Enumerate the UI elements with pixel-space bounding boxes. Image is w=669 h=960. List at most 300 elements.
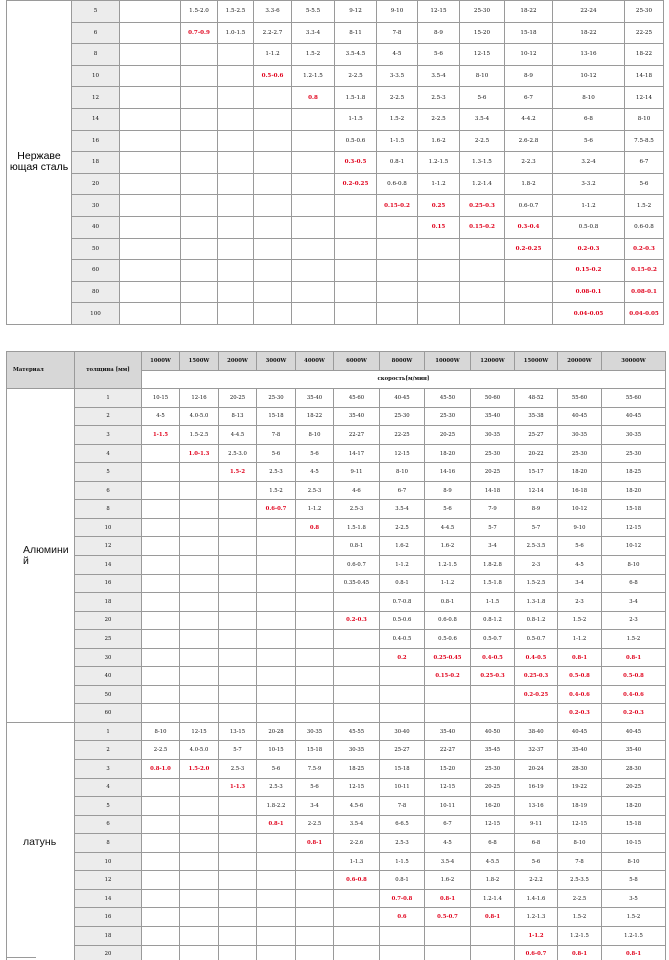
speed-cell: 0.6-0.8 [334,871,380,890]
speed-cell [219,574,257,593]
speed-cell: 0.4-0.5 [515,648,558,667]
speed-cell: 1.5-2 [219,463,257,482]
table-row [7,44,664,66]
speed-cell [142,556,180,575]
speed-cell: 1.3-1.8 [515,593,558,612]
speed-cell [292,173,335,195]
speed-cell [296,704,334,723]
speed-cell: 25-30 [380,407,425,426]
speed-cell: 1.6-2 [418,130,460,152]
speed-cell [257,593,296,612]
speed-cell [380,926,425,945]
speed-cell: 0.8-1 [425,889,471,908]
speed-cell [180,574,219,593]
speed-cell [335,260,377,282]
speed-cell [219,537,257,556]
speed-cell: 1.5-1.8 [334,518,380,537]
table-row [7,152,664,174]
speed-cell [257,537,296,556]
speed-cell: 1.5-2.5 [180,426,219,445]
speed-cell: 0.4-0.5 [380,630,425,649]
table-row [7,945,666,960]
speed-cell [142,797,180,816]
speed-cell: 10-15 [602,834,666,853]
speed-cell: 7-8 [380,797,425,816]
speed-cell: 45-55 [334,722,380,741]
speed-cell [219,481,257,500]
speed-cell [219,815,257,834]
speed-cell: 7-9 [471,500,515,519]
speed-cell [425,945,471,960]
speed-cell: 0.5-0.8 [558,667,602,686]
speed-cell: 32-37 [515,741,558,760]
speed-cell: 1.4-1.6 [515,889,558,908]
speed-cell: 2.5-3 [257,463,296,482]
speed-cell: 5-7 [515,518,558,537]
speed-cell [418,281,460,303]
speed-cell [335,195,377,217]
speed-cell: 1-1.5 [380,852,425,871]
speed-cell: 15-18 [296,741,334,760]
speed-cell: 20-28 [257,722,296,741]
power-header: 10000W [425,352,471,371]
speed-cell: 0.2-0.25 [335,173,377,195]
table-row [7,593,666,612]
speed-cell: 8-10 [380,463,425,482]
speed-cell [334,685,380,704]
speed-cell: 0.7-0.8 [380,593,425,612]
speed-cell: 5-8 [602,871,666,890]
speed-cell [180,889,219,908]
thickness-cell: 10 [75,518,142,537]
speed-cell [257,648,296,667]
speed-cell: 2-2.5 [418,108,460,130]
speed-cell: 2-2.5 [296,815,334,834]
speed-cell [296,556,334,575]
speed-cell: 12-16 [180,389,219,408]
speed-cell: 0.25-0.45 [425,648,471,667]
speed-cell: 18-20 [425,444,471,463]
speed-cell: 8-10 [553,87,625,109]
speed-cell: 20-25 [471,778,515,797]
bottom-rule [6,957,36,958]
table-row [7,630,666,649]
speed-cell [142,537,180,556]
thickness-cell: 30 [72,195,120,217]
power-header: 2000W [219,352,257,371]
speed-cell: 14-16 [425,463,471,482]
speed-cell: 0.5-0.6 [425,630,471,649]
speed-cell [142,481,180,500]
speed-cell [334,630,380,649]
table-row [7,760,666,779]
thickness-cell: 2 [75,407,142,426]
thickness-cell: 3 [75,426,142,445]
speed-cell: 5-5.5 [292,1,335,23]
speed-cell [292,216,335,238]
speed-cell: 48-52 [515,389,558,408]
speed-cell: 15-20 [425,760,471,779]
thickness-cell: 14 [75,889,142,908]
speed-cell: 2-2.2 [515,871,558,890]
speed-cell [219,797,257,816]
speed-cell [292,303,335,325]
speed-cell: 20-25 [602,778,666,797]
speed-cell: 8-9 [425,481,471,500]
speed-cell: 1.2-1.4 [471,889,515,908]
speed-cell: 2-3 [515,556,558,575]
speed-cell [296,852,334,871]
speed-cell: 0.2-0.3 [625,238,664,260]
speed-cell [181,87,218,109]
speed-cell [471,945,515,960]
speed-cell: 0.15-0.2 [553,260,625,282]
speed-cell [460,303,505,325]
speed-cell [254,130,292,152]
thickness-cell: 16 [75,908,142,927]
thickness-cell: 6 [75,815,142,834]
table-row [7,574,666,593]
speed-cell [142,815,180,834]
speed-cell: 18-19 [558,797,602,816]
speed-cell: 2.5-3.0 [219,444,257,463]
table-row [7,444,666,463]
speed-cell: 10-12 [553,65,625,87]
speed-cell: 30-35 [602,426,666,445]
speed-cell: 9-10 [558,518,602,537]
table-row [7,87,664,109]
speed-cell: 35-40 [334,407,380,426]
speed-cell: 40-45 [558,722,602,741]
speed-cell [292,238,335,260]
speed-cell: 1.5-2.0 [180,760,219,779]
speed-cell: 12-14 [625,87,664,109]
table-row [7,722,666,741]
speed-cell: 2-2.5 [558,889,602,908]
speed-cell: 5-6 [257,760,296,779]
speed-cell [120,195,181,217]
speed-cell: 1.8-2 [505,173,553,195]
speed-cell: 0.2-0.25 [515,685,558,704]
thickness-cell: 80 [72,281,120,303]
speed-cell [460,238,505,260]
speed-cell: 18-25 [334,760,380,779]
speed-cell: 0.15-0.2 [460,216,505,238]
speed-cell [219,926,257,945]
speed-cell [218,65,254,87]
speed-cell: 18-22 [553,22,625,44]
speed-cell: 0.5-0.6 [335,130,377,152]
speed-cell [505,260,553,282]
speed-cell [180,815,219,834]
speed-cell: 3-3.2 [553,173,625,195]
speed-cell: 0.3-0.4 [505,216,553,238]
speed-cell: 1.5-2 [558,611,602,630]
speed-cell: 2-2.5 [380,518,425,537]
speed-cell [120,260,181,282]
speed-cell [181,130,218,152]
speed-cell: 1.6-2 [425,871,471,890]
speed-cell [380,667,425,686]
speed-cell: 0.8-1 [425,593,471,612]
speed-cell [180,518,219,537]
speed-cell: 18-22 [296,407,334,426]
speed-cell: 0.15-0.2 [425,667,471,686]
speed-cell: 18-20 [602,797,666,816]
thickness-cell: 3 [75,760,142,779]
table-row [7,778,666,797]
thickness-cell: 50 [72,238,120,260]
speed-cell [296,889,334,908]
table-row [7,685,666,704]
speed-cell: 4-4.2 [505,108,553,130]
speed-cell: 3-4 [602,593,666,612]
table-row [7,216,664,238]
speed-cell [505,303,553,325]
speed-cell: 0.8-1 [257,815,296,834]
speed-cell [120,238,181,260]
speed-cell [296,630,334,649]
speed-cell: 3.2-4 [553,152,625,174]
thickness-cell: 18 [72,152,120,174]
thickness-cell: 6 [75,481,142,500]
speed-cell: 0.8-1 [334,537,380,556]
speed-cell: 0.5-0.7 [425,908,471,927]
speed-cell: 0.8-1 [558,945,602,960]
speed-cell [219,945,257,960]
speed-cell [180,593,219,612]
speed-cell: 0.5-0.6 [254,65,292,87]
thickness-cell: 4 [75,444,142,463]
speed-cell [219,630,257,649]
speed-cell [380,704,425,723]
speed-cell: 1-1.2 [558,630,602,649]
speed-cell: 6-8 [471,834,515,853]
speed-cell [460,281,505,303]
speed-cell: 3.5-4 [380,500,425,519]
speed-cell: 4.5-6 [334,797,380,816]
thickness-cell: 8 [75,834,142,853]
speed-cell: 1-1.2 [380,556,425,575]
speed-cell: 14-18 [471,481,515,500]
speed-cell: 16-20 [471,797,515,816]
speed-cell [334,908,380,927]
speed-cell: 14-17 [334,444,380,463]
speed-cell: 0.8-1 [602,945,666,960]
speed-cell [257,630,296,649]
speed-cell: 25-30 [558,444,602,463]
speed-cell: 15-18 [602,815,666,834]
speed-cell [471,926,515,945]
speed-cell [120,303,181,325]
speed-cell: 45-50 [425,389,471,408]
speed-cell: 12-15 [334,778,380,797]
speed-cell: 0.8-1.2 [471,611,515,630]
speed-cell: 30-40 [380,722,425,741]
speed-cell [334,889,380,908]
speed-cell: 1-1.2 [515,926,558,945]
speed-cell: 25-30 [471,760,515,779]
table-row [7,518,666,537]
thickness-header: толщина [мм] [75,352,142,389]
power-header: 20000W [558,352,602,371]
speed-cell [296,685,334,704]
thickness-cell: 16 [72,130,120,152]
speed-cell [142,834,180,853]
speed-cell: 4-5 [142,407,180,426]
stainless-steel-table [6,0,664,325]
table-row [7,389,666,408]
speed-cell [120,108,181,130]
speed-cell: 1-1.2 [425,574,471,593]
thickness-cell: 8 [75,500,142,519]
speed-cell: 1.5-2 [292,44,335,66]
table-row [7,797,666,816]
speed-cell: 0.6-0.7 [505,195,553,217]
speed-cell: 1.5-1.8 [335,87,377,109]
thickness-cell: 50 [75,685,142,704]
speed-cell [257,945,296,960]
speed-cell: 18-22 [505,1,553,23]
speed-cell [120,130,181,152]
speed-cell: 9-11 [334,463,380,482]
speed-cell [334,945,380,960]
thickness-cell: 40 [75,667,142,686]
speed-cell: 1.5-1.8 [471,574,515,593]
speed-cell [334,593,380,612]
speed-cell: 0.8-1 [296,834,334,853]
speed-cell: 0.8-1 [558,648,602,667]
speed-cell: 2-2.5 [377,87,418,109]
speed-cell [181,44,218,66]
speed-cell: 1.8-2 [471,871,515,890]
speed-cell: 8-10 [602,556,666,575]
speed-cell: 6-7 [425,815,471,834]
speed-cell [218,152,254,174]
speed-cell: 3-4 [471,537,515,556]
speed-cell: 5-6 [625,173,664,195]
speed-cell: 1.2-1.3 [515,908,558,927]
table-row [7,407,666,426]
speed-cell: 0.6-0.7 [334,556,380,575]
speed-cell: 13-15 [219,722,257,741]
speed-cell [218,44,254,66]
speed-cell: 2-2.5 [142,741,180,760]
speed-cell: 7-8 [558,852,602,871]
speed-cell [219,871,257,890]
speed-cell: 30-35 [296,722,334,741]
speed-cell [142,444,180,463]
speed-cell [180,908,219,927]
material-label: Алюмини й [7,389,75,723]
speed-cell [335,303,377,325]
speed-cell [257,852,296,871]
speed-cell [292,152,335,174]
speed-cell [296,871,334,890]
table-row [7,238,664,260]
table-row [7,741,666,760]
speed-cell [181,108,218,130]
thickness-cell: 10 [75,852,142,871]
speed-cell [142,889,180,908]
speed-cell [219,667,257,686]
table-row [7,303,664,325]
speed-cell: 55-60 [602,389,666,408]
power-header-row [7,352,666,371]
speed-cell: 10-11 [425,797,471,816]
speed-cell: 3.5-4 [425,852,471,871]
speed-cell: 1-1.2 [553,195,625,217]
speed-cell: 6-8 [515,834,558,853]
speed-cell [219,834,257,853]
thickness-cell: 14 [75,556,142,575]
speed-cell [142,518,180,537]
speed-cell [180,556,219,575]
speed-cell [257,574,296,593]
speed-cell [335,216,377,238]
speed-cell: 1.8-2.8 [471,556,515,575]
speed-cell: 38-40 [515,722,558,741]
speed-header: скорость[м/мин] [142,370,666,389]
speed-cell: 1.2-1.5 [558,926,602,945]
speed-cell [377,216,418,238]
speed-cell: 19-22 [558,778,602,797]
speed-cell [257,926,296,945]
speed-cell: 0.8-1 [471,908,515,927]
speed-cell [219,852,257,871]
thickness-cell: 14 [72,108,120,130]
speed-cell: 50-60 [471,389,515,408]
speed-cell: 8-9 [505,65,553,87]
speed-cell: 6-7 [380,481,425,500]
speed-cell [142,463,180,482]
speed-cell: 30-35 [334,741,380,760]
speed-cell: 0.2-0.3 [558,704,602,723]
speed-cell: 12-15 [558,815,602,834]
thickness-cell: 18 [75,593,142,612]
speed-cell [334,667,380,686]
speed-cell: 2.5-3.5 [515,537,558,556]
speed-cell [254,195,292,217]
speed-cell: 35-40 [471,407,515,426]
speed-cell: 3-3.5 [377,65,418,87]
speed-cell [460,260,505,282]
speed-cell [515,704,558,723]
speed-cell: 10-15 [142,389,180,408]
speed-cell: 0.4-0.6 [558,685,602,704]
speed-cell: 40-45 [558,407,602,426]
power-header: 4000W [296,352,334,371]
speed-cell: 20-24 [515,760,558,779]
speed-cell [418,238,460,260]
speed-cell: 0.2-0.3 [602,704,666,723]
speed-cell [257,889,296,908]
table-row [7,426,666,445]
speed-cell: 15-17 [515,463,558,482]
speed-cell: 0.6-0.8 [377,173,418,195]
speed-cell [180,648,219,667]
table-row [7,108,664,130]
speed-cell: 1.5-2.5 [515,574,558,593]
power-header: 15000W [515,352,558,371]
table-row [7,908,666,927]
speed-cell: 0.6-0.8 [625,216,664,238]
speed-cell [425,704,471,723]
speed-cell: 10-12 [505,44,553,66]
speed-cell [180,481,219,500]
speed-cell [219,685,257,704]
speed-cell: 1-1.2 [254,44,292,66]
